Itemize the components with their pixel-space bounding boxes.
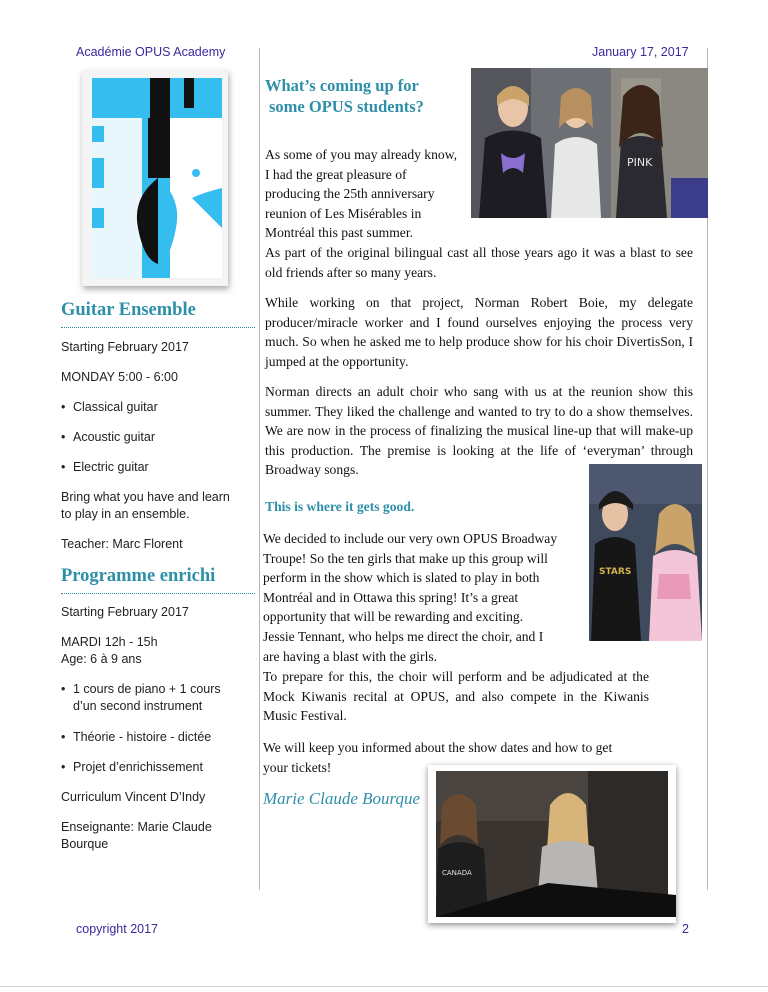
paragraph-4 [263, 529, 557, 666]
enrichi-item-cont: d’un second instrument [73, 699, 203, 713]
guitar-logo-graphic [92, 78, 222, 278]
photo-choir-rehearsal-image [428, 765, 676, 923]
intro-line: I had the great pleasure of [265, 166, 407, 182]
photo-shirt-text: CANADA [442, 869, 472, 877]
enrichi-item: • Théorie - histoire - dictée [73, 729, 211, 746]
photo-three-girls-image [471, 68, 708, 218]
p4-line: Troupe! So the ten girls that make up this group will [263, 550, 548, 566]
photo-two-girls-image [589, 464, 702, 641]
article-title-line: What’s coming up for [265, 76, 419, 95]
page-number: 2 [682, 922, 689, 936]
footer-copyright: copyright 2017 [76, 922, 159, 936]
opus-logo [82, 70, 228, 286]
photo-two-girls [589, 464, 702, 641]
photo-three-girls [471, 68, 708, 218]
photo-shirt-text: STARS [599, 567, 632, 577]
header-date: January 17, 2017 [592, 45, 689, 59]
p4-line: Jessie Tennant, who helps me direct the choir, and I [263, 628, 544, 644]
paragraph-2: While working on that project, Norman Robert Boie, my delegate producer/miracle worker and I found ourselves enjoying the process very much. So when he asked me to help produce show for his choir DivertisSon, I jumped at the opportunity. [265, 295, 693, 369]
header-org: Académie OPUS Academy [76, 45, 226, 59]
enrichi-item: • 1 cours de piano + 1 cours [73, 681, 221, 698]
paragraph-3: Norman directs an adult choir who sang with us at the reunion show this summer. They liked the challenge and wanted to try to do a show themselves. We are now in the process of finalizing the musical line-up that will make-up this production. The premise is looking at the life of ‘everyman’ through Broadway songs. [265, 384, 693, 478]
enrichi-teacher: Bourque [61, 837, 109, 851]
enrichi-teacher: Enseignante: Marie Claude [61, 820, 212, 834]
heading-divider [61, 593, 255, 594]
guitar-teacher: Teacher: Marc Florent [61, 537, 183, 551]
guitar-schedule: MONDAY 5:00 - 6:00 [61, 370, 178, 384]
p4-line: We decided to include our very own OPUS Broadway [263, 531, 558, 546]
intro-paragraph [265, 145, 457, 243]
p4-line: perform in the show which is slated to play in both [263, 570, 540, 586]
guitar-item: • Acoustic guitar [73, 429, 155, 446]
p4-line: opportunity that will be rewarding and exciting. [263, 609, 524, 625]
paragraph-5: To prepare for this, the choir will perform and be adjudicated at the Mock Kiwanis recital at OPUS, and also compete in the Kiwanis Music Festival. [263, 669, 649, 724]
intro-line: As some of you may already know, [265, 147, 458, 162]
intro-line: producing the 25th anniversary [265, 186, 435, 202]
enrichi-curriculum: Curriculum Vincent D’Indy [61, 790, 206, 804]
column-divider [259, 48, 260, 890]
enrichi-age: Age: 6 à 9 ans [61, 652, 142, 666]
p4-line: Montréal and in Ottawa this spring! It’s a great [263, 589, 519, 605]
photo-shirt-text: PINK [627, 156, 653, 169]
photo-choir-rehearsal [428, 765, 676, 923]
guitar-note: to play in an ensemble. [61, 507, 190, 521]
p4-line: are having a blast with the girls. [263, 648, 438, 664]
programme-enrichi-heading: Programme enrichi [61, 566, 216, 586]
paragraph-1-rest: As part of the original bilingual cast all those years ago it was a blast to see old friends after so many years. [265, 245, 693, 280]
page-bottom-edge [0, 986, 768, 987]
p6-line: We will keep you informed about the show dates and how to get [263, 740, 613, 755]
guitar-item: • Electric guitar [73, 459, 149, 476]
guitar-start: Starting February 2017 [61, 340, 189, 354]
enrichi-item: • Projet d’enrichissement [73, 759, 203, 776]
guitar-ensemble-heading: Guitar Ensemble [61, 300, 196, 320]
subheading: This is where it gets good. [265, 499, 415, 514]
p6-line: your tickets! [263, 759, 332, 775]
intro-line: Montréal this past summer. [265, 225, 414, 241]
enrichi-schedule: MARDI 12h - 15h [61, 635, 158, 649]
enrichi-start: Starting February 2017 [61, 605, 189, 619]
intro-line: reunion of Les Misérables in [265, 205, 422, 221]
guitar-note: Bring what you have and learn [61, 490, 230, 504]
article-title [265, 75, 424, 117]
signature: Marie Claude Bourque [263, 789, 421, 808]
guitar-item: • Classical guitar [73, 399, 158, 416]
article-title-line: some OPUS students? [269, 97, 424, 116]
heading-divider [61, 327, 255, 328]
